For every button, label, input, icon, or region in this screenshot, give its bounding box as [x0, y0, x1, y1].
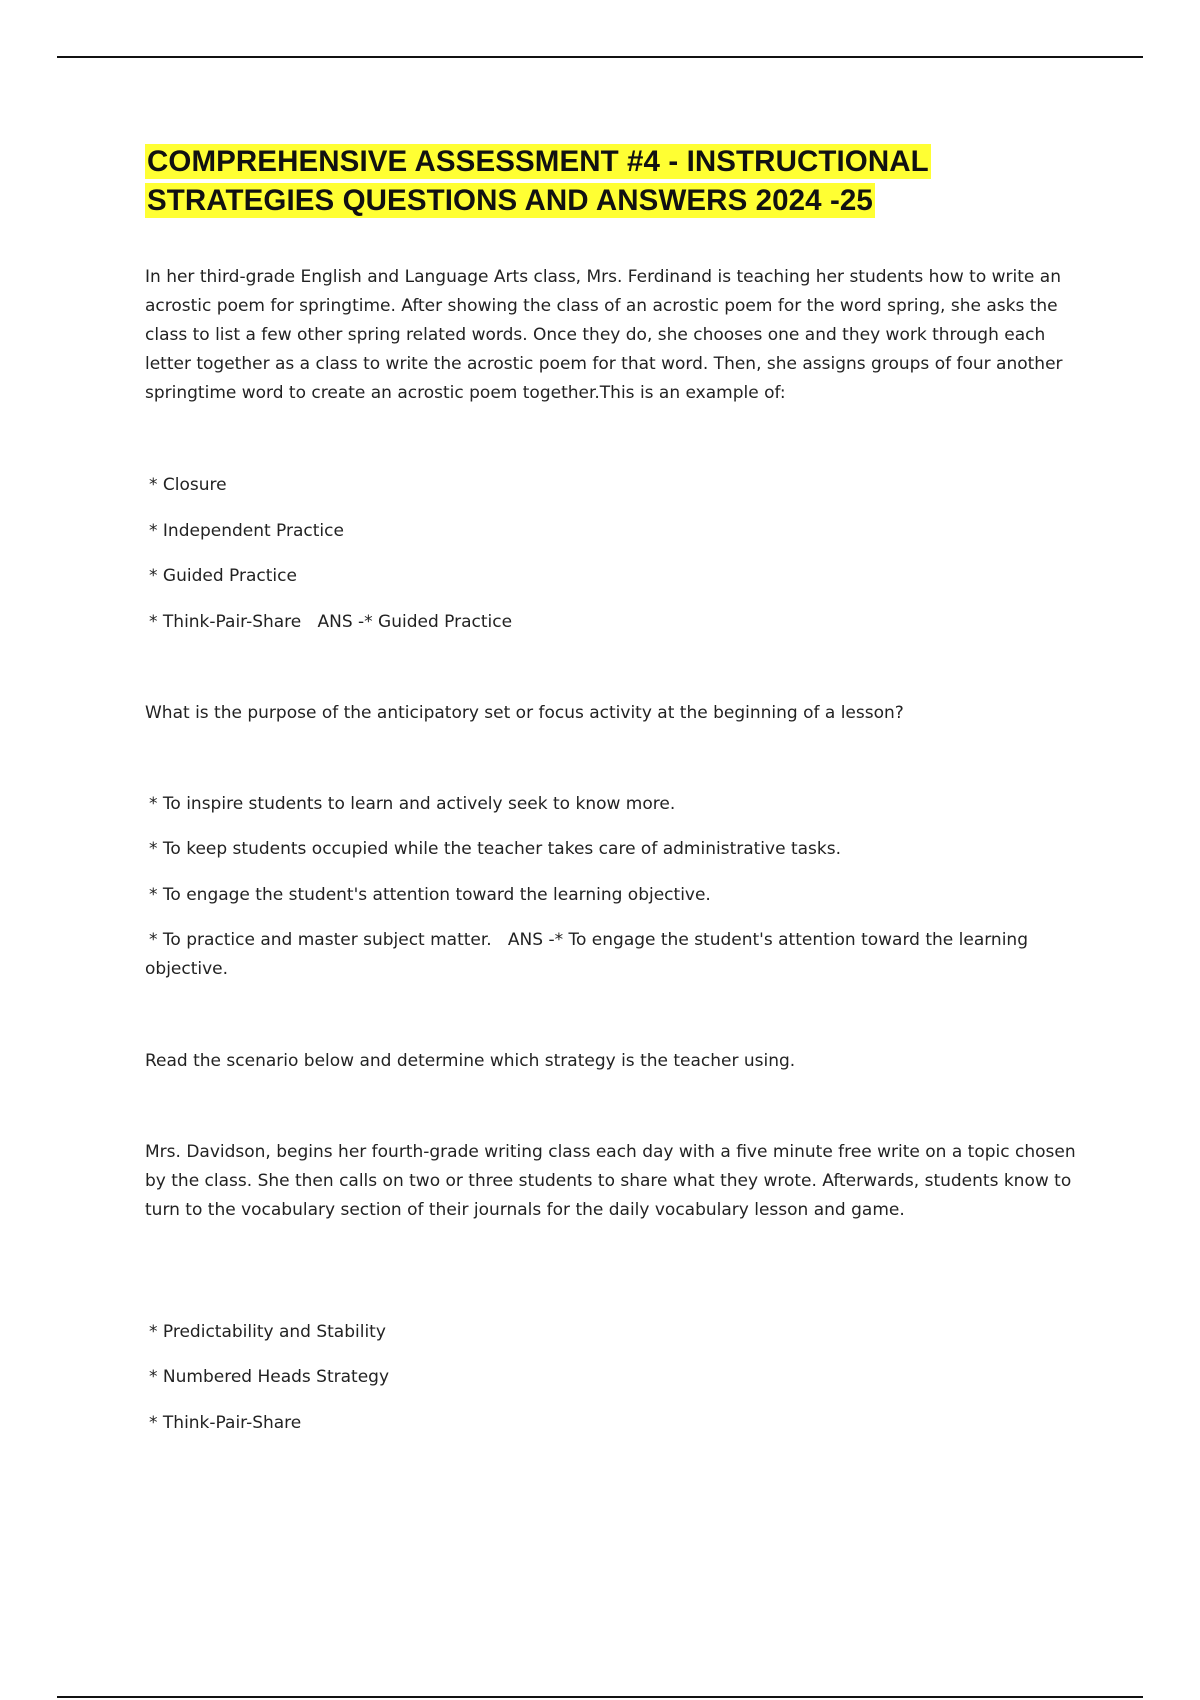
question-1-option-guided-practice: * Guided Practice: [149, 566, 297, 586]
question-2-option-engage: * To engage the student's attention toward the learning objective.: [149, 885, 711, 905]
question-1-option-closure: * Closure: [149, 475, 227, 495]
document-title: [145, 142, 1045, 220]
question-1-option-independent-practice: * Independent Practice: [149, 521, 344, 541]
question-2-option-practice-answer: * To practice and master subject matter. ANS -* To engage the student's attention toward the learning objective.: [145, 930, 1034, 979]
question-2-prompt: What is the purpose of the anticipatory set or focus activity at the beginning of a lesson?: [145, 703, 904, 723]
question-1-option-think-pair-share-answer: * Think-Pair-Share ANS -* Guided Practice: [149, 612, 513, 632]
top-divider: [57, 56, 1143, 58]
question-3-option-think-pair-share: * Think-Pair-Share: [149, 1413, 302, 1433]
bottom-divider: [57, 1696, 1143, 1698]
question-3-option-numbered-heads: * Numbered Heads Strategy: [149, 1367, 390, 1387]
question-3-option-predictability: * Predictability and Stability: [149, 1322, 386, 1342]
title-highlight: COMPREHENSIVE ASSESSMENT #4 - INSTRUCTIONAL STRATEGIES QUESTIONS AND ANSWERS 2024 -25: [147, 145, 929, 217]
question-3-instruction: Read the scenario below and determine which strategy is the teacher using.: [145, 1051, 796, 1071]
question-2-option-occupied: * To keep students occupied while the teacher takes care of administrative tasks.: [149, 839, 841, 859]
question-3-scenario: Mrs. Davidson, begins her fourth-grade writing class each day with a five minute free write on a topic chosen by the class. She then calls on two or three students to share what they wrote. Afterwards, students know to turn to the vocabulary section of their journals for the daily vocabulary lesson and game.: [145, 1142, 1076, 1220]
question-1-prompt: In her third-grade English and Language Arts class, Mrs. Ferdinand is teaching her students how to write an acrostic poem for springtime. After showing the class of an acrostic poem for the word spring, she asks the class to list a few other spring related words. Once they do, she chooses one and they work through each letter together as a class to write the acrostic poem for that word. Then, she assigns groups of four another springtime word to create an acrostic poem together.This is an example of:: [145, 267, 1063, 403]
question-2-option-inspire: * To inspire students to learn and actively seek to know more.: [149, 794, 676, 814]
